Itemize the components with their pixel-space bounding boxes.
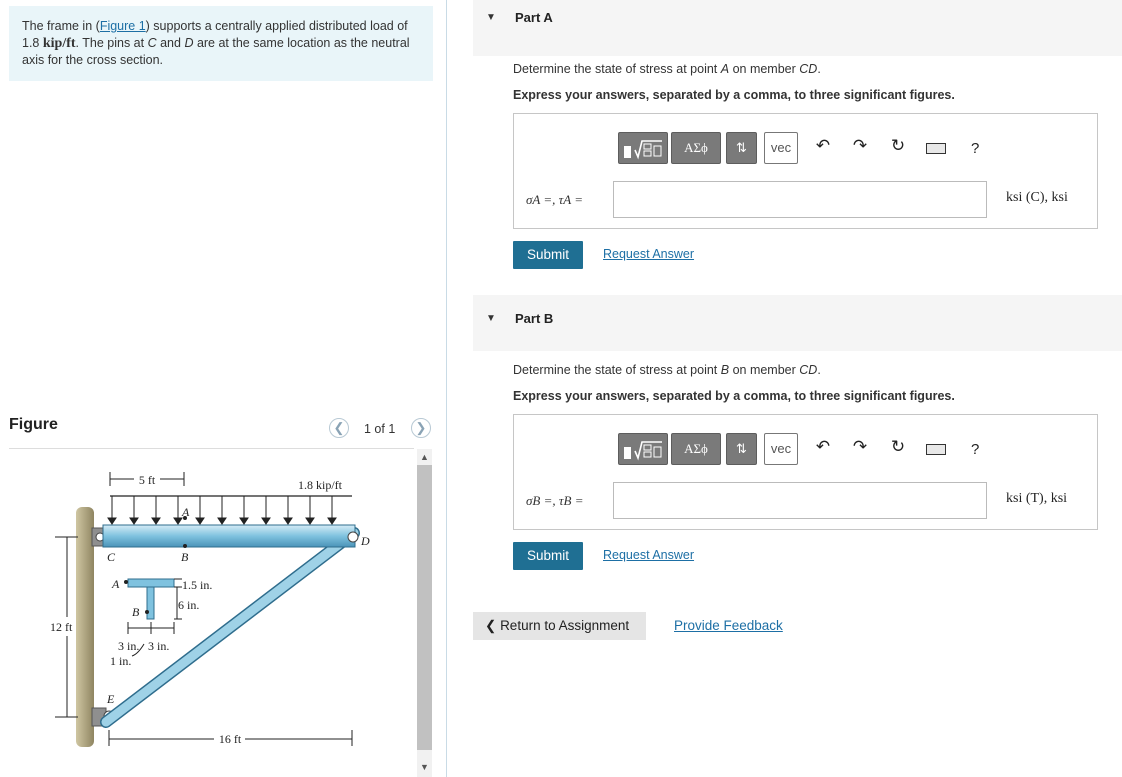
caret-down-icon[interactable]: ▼ xyxy=(486,12,496,23)
point-a-label: A xyxy=(182,505,190,519)
section-point-b: B xyxy=(132,605,140,619)
part-b-variable-label: σB =, τB = xyxy=(526,493,584,508)
pin-d-label: D xyxy=(184,36,194,50)
undo-icon[interactable]: ↶ xyxy=(815,437,831,456)
vec-button[interactable]: vec xyxy=(764,433,798,465)
member-cd xyxy=(103,525,355,547)
scroll-down-icon[interactable]: ▼ xyxy=(420,762,429,772)
part-a-header[interactable] xyxy=(473,0,1122,56)
part-b-prompt xyxy=(513,363,821,377)
templates-button[interactable] xyxy=(618,433,668,465)
part-b-units: ksi (T), ksi xyxy=(1006,491,1068,506)
load-arrows xyxy=(108,496,336,524)
part-a-instruction: Express your answers, separated by a comma, to three significant figures. xyxy=(513,88,955,102)
figure-title: Figure xyxy=(9,416,58,433)
problem-statement xyxy=(9,6,433,81)
dim-3in-left-label: 3 in. xyxy=(118,639,140,653)
dim-5ft-label: 5 ft xyxy=(138,473,156,487)
load-unit: kip/ft xyxy=(42,36,76,51)
return-label: Return to Assignment xyxy=(500,618,630,633)
sort-button[interactable]: ⇅ xyxy=(726,132,757,164)
problem-text: . The pins at xyxy=(75,36,148,50)
point-c-label: C xyxy=(107,550,116,564)
redo-icon[interactable]: ↷ xyxy=(852,437,868,456)
dim-16ft-label: 16 ft xyxy=(218,732,242,746)
templates-button[interactable] xyxy=(618,132,668,164)
problem-text: and xyxy=(156,36,185,50)
chevron-left-icon: ❮ xyxy=(485,618,501,633)
load-label: 1.8 kip/ft xyxy=(298,478,342,492)
prompt-text: . xyxy=(817,363,821,377)
greek-button[interactable]: ΑΣϕ xyxy=(671,132,721,164)
prompt-text: Determine the state of stress at point xyxy=(513,62,721,76)
scroll-up-icon[interactable]: ▲ xyxy=(420,452,429,462)
part-b-header[interactable] xyxy=(473,295,1122,351)
sort-button[interactable]: ⇅ xyxy=(726,433,757,465)
part-b-answer-input[interactable] xyxy=(613,482,987,519)
dim-12ft-label: 12 ft xyxy=(50,620,73,634)
figure-scrollbar-thumb[interactable] xyxy=(417,465,432,750)
greek-button[interactable]: ΑΣϕ xyxy=(671,433,721,465)
pin-c-label: C xyxy=(147,36,157,50)
frame-figure xyxy=(40,462,415,777)
dim-1in-label: 1 in. xyxy=(110,654,132,668)
part-a-answer-box xyxy=(513,113,1098,229)
fraction-root-template-icon xyxy=(621,439,665,461)
prompt-point: A xyxy=(720,62,730,76)
prompt-member: CD xyxy=(799,363,818,377)
point-e-label: E xyxy=(107,692,115,706)
part-b-title[interactable]: Part B xyxy=(515,311,554,326)
part-a-prompt xyxy=(513,62,821,76)
reset-icon[interactable]: ↻ xyxy=(890,437,906,456)
point-d-label: D xyxy=(361,534,370,548)
prompt-member: CD xyxy=(799,62,818,76)
prompt-text: on member xyxy=(729,363,800,377)
part-a-variable-label: σA =, τA = xyxy=(526,192,584,207)
part-b-request-answer-link[interactable]: Request Answer xyxy=(603,548,695,562)
point-b-label: B xyxy=(181,550,189,564)
vec-button[interactable]: vec xyxy=(764,132,798,164)
redo-icon[interactable]: ↷ xyxy=(852,136,868,155)
column-divider xyxy=(446,0,447,777)
problem-text: are at the same location as the neutral axis for the cross section. xyxy=(22,36,410,67)
pin-d xyxy=(348,532,358,542)
return-to-assignment-button[interactable] xyxy=(473,612,646,640)
part-a-answer-input[interactable] xyxy=(613,181,987,218)
wall-support xyxy=(76,507,94,747)
part-b-submit-button[interactable]: Submit xyxy=(513,542,583,570)
prompt-text: . xyxy=(817,62,821,76)
prompt-text: Determine the state of stress at point xyxy=(513,363,721,377)
part-a-submit-button[interactable]: Submit xyxy=(513,241,583,269)
fraction-root-template-icon xyxy=(621,138,665,160)
part-a-title[interactable]: Part A xyxy=(515,10,553,25)
prompt-text: on member xyxy=(729,62,800,76)
part-a-request-answer-link[interactable]: Request Answer xyxy=(603,247,695,261)
dim-3in-right-label: 3 in. xyxy=(148,639,170,653)
part-b-answer-box xyxy=(513,414,1098,530)
figure-link[interactable]: Figure 1 xyxy=(99,19,146,33)
prompt-point: B xyxy=(720,363,730,377)
caret-down-icon[interactable]: ▼ xyxy=(486,313,496,324)
chevron-right-icon[interactable]: ❯ xyxy=(411,418,431,438)
part-a-units: ksi (C), ksi xyxy=(1006,190,1068,205)
problem-text: The frame in ( xyxy=(22,19,100,33)
chevron-left-icon[interactable]: ❮ xyxy=(329,418,349,438)
provide-feedback-link[interactable]: Provide Feedback xyxy=(674,618,783,633)
undo-icon[interactable]: ↶ xyxy=(815,136,831,155)
figure-divider xyxy=(9,448,414,449)
keyboard-icon[interactable] xyxy=(926,444,946,455)
problem-text: ) supports a centrally applied distributed load of 1.8 xyxy=(22,19,408,50)
section-point-a: A xyxy=(112,577,120,591)
point-b-marker xyxy=(183,544,187,548)
help-icon[interactable]: ? xyxy=(971,441,980,458)
help-icon[interactable]: ? xyxy=(971,140,980,157)
dim-6in-label: 6 in. xyxy=(178,598,200,612)
dim-15in-label: 1.5 in. xyxy=(182,578,213,592)
figure-page-count: 1 of 1 xyxy=(364,422,396,436)
keyboard-icon[interactable] xyxy=(926,143,946,154)
part-b-instruction: Express your answers, separated by a comma, to three significant figures. xyxy=(513,389,955,403)
reset-icon[interactable]: ↻ xyxy=(890,136,906,155)
